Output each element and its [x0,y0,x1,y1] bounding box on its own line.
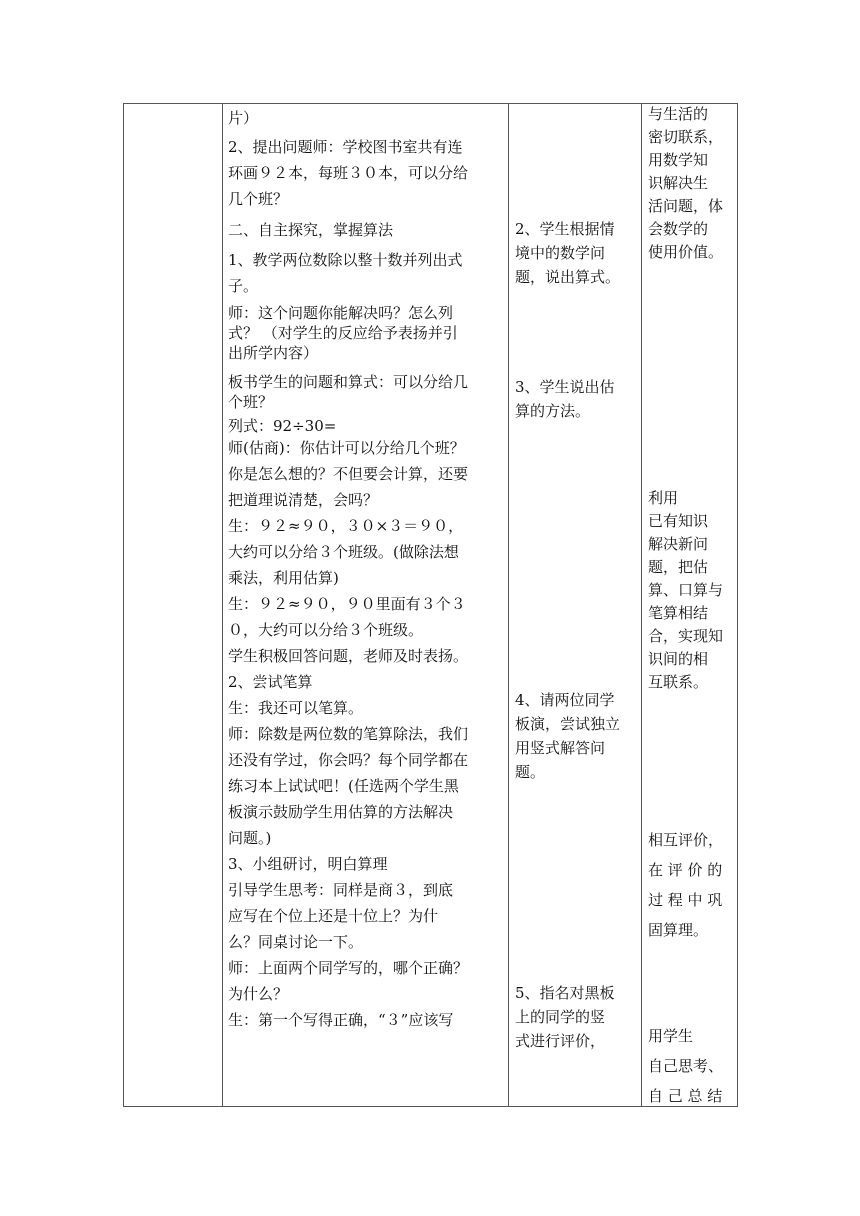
text-line: 境中的数学问 [515,244,606,262]
text-line: 板演，尝试独立 [515,715,621,733]
text-line: 出所学内容） [228,344,319,362]
text-line: 乘法，利用估算) [228,569,339,587]
text-line: 会数学的 [648,220,709,238]
text-line: 生：９２≈９０，３０×３＝９０， [228,517,464,535]
process-block [228,217,505,243]
text-line: 师：这个问题你能解决吗？怎么列 [228,304,454,322]
column-divider [222,103,223,1107]
text-line: 式进行评价， [515,1032,606,1050]
process-block [228,105,505,131]
text-line: 1、教学两位数除以整十数并列出式 [228,251,463,269]
text-line: 密切联系， [648,128,724,146]
text-line: 为什么？ [228,985,289,1003]
text-line: 3、小组研讨，明白算理 [228,855,388,873]
text-line: 自己思考、 [648,1057,724,1075]
text-line: 么？同桌讨论一下。 [228,933,364,951]
text-line: 几个班？ [228,190,289,208]
text-line: 用学生 [648,1027,694,1045]
process-block [228,372,505,412]
text-line: 板书学生的问题和算式：可以分给几 [228,373,469,391]
student-block [515,375,635,423]
text-line: 2、尝试笔算 [228,673,313,691]
text-line: 生：９２≈９０，９０里面有３个３ [228,595,466,613]
text-line: 识解决生 [648,174,709,192]
text-line: 与生活的 [648,105,709,123]
text-line: 师：除数是两位数的笔算除法，我们 [228,725,469,743]
text-line: 互联系。 [648,673,709,691]
text-line: 2、学生根据情 [515,220,615,238]
text-line: 算、口算与 [648,581,724,599]
text-line: 题，说出算式。 [515,268,621,286]
text-line: 师：上面两个同学写的，哪个正确？ [228,959,469,977]
text-line: 师(估商)：你估计可以分给几个班？ [228,439,465,457]
text-line: 题，把估 [648,558,709,576]
text-line: 5、指名对黑板 [515,984,615,1002]
column-divider [508,103,509,1107]
intent-block [648,825,736,945]
text-line: 题。 [515,763,546,781]
process-block [228,303,505,363]
text-line: 把道理说清楚，会吗？ [228,491,379,509]
student-activity-column [515,103,635,1107]
intent-block [648,103,736,264]
process-block [228,134,505,212]
text-line: 4、请两位同学 [515,691,615,709]
text-line: 式？ （对学生的反应给予表扬并引 [228,324,458,342]
text-line: 环画９２本，每班３０本，可以分给 [228,164,469,182]
text-line: 上的同学的竖 [515,1008,606,1026]
teaching-process-column [228,103,505,1107]
text-line: 3、学生说出估 [515,378,615,396]
text-line: ０，大约可以分给３个班级。 [228,621,424,639]
process-block [228,416,505,436]
text-line: 相互评价， [648,831,724,849]
intent-block [648,1021,736,1107]
text-line: 大约可以分给３个班级。(做除法想 [228,543,459,561]
text-line: 用竖式解答问 [515,739,606,757]
student-block [515,217,635,289]
text-line: 活问题，体 [648,197,724,215]
text-line: 利用 [648,489,679,507]
text-line: 算的方法。 [515,402,591,420]
text-line: 学生积极回答问题，老师及时表扬。 [228,647,469,665]
design-intent-column [648,103,736,1107]
text-line: 应写在个位上还是十位上？为什 [228,907,439,925]
text-line: 使用价值。 [648,243,724,261]
text-line: 自 己 总 结 [648,1087,723,1105]
column-divider [641,103,642,1107]
text-line: 合，实现知 [648,627,724,645]
text-line: 固算理。 [648,921,709,939]
text-line: 板演示鼓励学生用估算的方法解决 [228,803,454,821]
text-line: 问题。) [228,829,272,847]
process-block [228,247,505,299]
text-line: 你是怎么想的？不但要会计算，还要 [228,465,469,483]
text-line: 个班？ [228,393,274,411]
text-line: 子。 [228,277,259,295]
student-block [515,981,635,1053]
text-line: 过 程 中 巩 [648,891,723,909]
text-line: 片） [228,109,259,127]
text-line: 已有知识 [648,512,709,530]
text-line: 引导学生思考：同样是商３，到底 [228,881,454,899]
text-line: 还没有学过，你会吗？每个同学都在 [228,751,469,769]
text-line: 生：我还可以笔算。 [228,699,364,717]
text-line: 解决新问 [648,535,709,553]
student-block [515,688,635,784]
text-line: 二、自主探究，掌握算法 [228,221,394,239]
intent-block [648,487,736,694]
text-line: 在 评 价 的 [648,861,723,879]
text-line: 用数学知 [648,151,709,169]
text-line: 笔算相结 [648,604,709,622]
text-line: 识间的相 [648,650,709,668]
process-block [228,435,505,1033]
text-line: 2、提出问题师：学校图书室共有连 [228,138,463,156]
text-line: 列式：92÷30= [228,417,337,435]
text-line: 生：第一个写得正确，“３”应该写 [228,1011,454,1029]
text-line: 练习本上试试吧！(任选两个学生黑 [228,777,459,795]
